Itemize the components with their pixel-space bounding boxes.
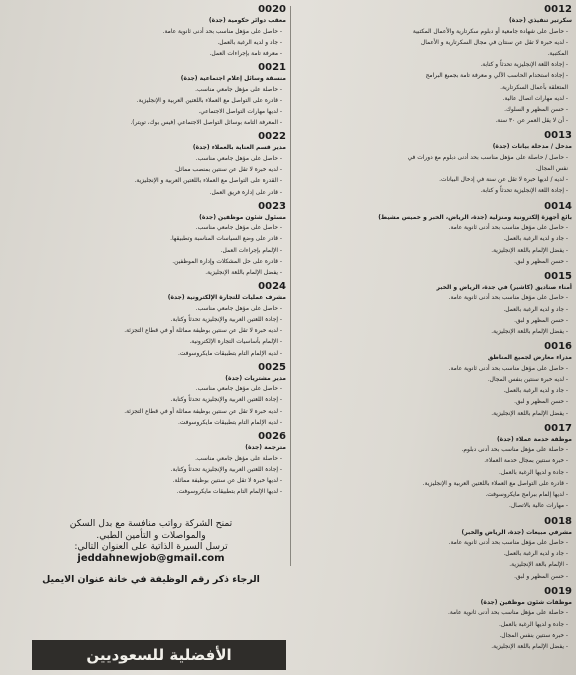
job-requirement: - لديه خبرة لا تقل عن سنتين بوظيفة مماثلة أو في قطاع التجزئة. [124,328,282,335]
job-requirement: - القدرة على التواصل مع العملاء باللغتين العربية و الإنجليزية. [134,178,282,185]
job-requirement: - حسن المظهر و لبق. [514,399,568,406]
job-code: 0015 [544,270,572,282]
job-listing [16,431,286,498]
job-listing [16,201,286,280]
job-requirement: - جاد و لديه الرغبة بالعمل. [503,551,568,558]
job-code: 0014 [544,200,572,212]
job-requirement: - يفضل الإلمام باللغة الإنجليزية. [491,329,568,336]
job-title: معقب دوائر حكومية (جدة) [208,17,286,24]
job-requirement: - قادرة على التواصل مع العملاء باللغتين العربية و الإنجليزية. [422,480,568,487]
job-requirement: المكتبية. [547,50,568,57]
application-info [16,518,286,585]
job-code: 0021 [258,62,286,74]
job-code: 0026 [258,431,286,443]
job-listing [16,62,286,129]
job-requirement: - يفضل الإلمام باللغة الإنجليزية. [491,643,568,650]
job-requirement: - يفضل الإلمام باللغة الإنجليزية. [491,410,568,417]
job-requirement: المتعلقة بأعمال السكرتارية. [500,84,568,91]
offer-line: والمواصلات و التأمين الطبي. [96,529,206,541]
job-title: مدير قسم العناية بالعملاء (جدة) [192,144,286,152]
job-title: مسئول شئون موظفين (جدة) [199,213,286,221]
jobs-column-left [16,4,286,585]
job-requirement: - لديه / لديها خبرة لا تقل عن سنة في إدخال البيانات. [439,177,568,184]
job-listing [296,423,572,513]
job-requirement: - حسن المظهر و لبق. [514,317,568,324]
job-title: مترجمة (جدة) [245,444,286,452]
job-requirement: - جاد و لديه الرغبة بالعمل. [503,306,568,313]
job-requirement: - حاصل على مؤهل مناسب بحد أدنى ثانوية عامة. [162,28,282,35]
job-requirement: - جاد و لديه الرغبة بالعمل. [503,236,568,243]
job-listing [296,130,572,197]
job-listing [296,586,572,653]
job-requirement: - حاصل على مؤهل جامعي مناسب. [195,155,282,162]
job-requirement: - قادر على إدارة فريق العمل. [209,189,282,196]
job-title: موظفات شئون موظفين (جدة) [480,598,572,606]
job-requirement: - خبرة سنتين بمجال خدمة العملاء. [484,458,568,465]
job-listing [16,362,286,429]
job-listing [296,4,572,127]
job-requirement: - لديه مهارات اتصال عالية. [502,95,568,102]
job-requirement: - معرفة تامة بإجراءات العمل. [209,50,282,57]
job-code: 0018 [544,515,572,527]
job-requirement: - حسن المظهر و لبق. [514,258,568,265]
job-requirement: - إجادة اللغة الإنجليزية تحدثاً و كتابة. [480,188,568,195]
job-title: سكرتير تنفيذي (جدة) [509,17,572,24]
job-requirement: - لديها مهارات التواصل الاجتماعي. [198,109,282,116]
offer-line: تمنح الشركة رواتب منافسة مع بدل السكن [69,518,233,530]
job-requirement: - مهارات عالية بالاتصال. [509,503,568,510]
job-requirement: - جادة و لديها الرغبة بالعمل. [498,469,568,476]
job-requirement: - حاصلة على مؤهل مناسب بحد أدنى ثانوية عامة. [448,610,568,617]
job-requirement: - جادة و لديها الرغبة بالعمل. [498,621,568,628]
job-requirement: - الإلمام بإجراءات العمل. [220,247,282,254]
job-code: 0022 [258,131,286,143]
job-title: أمناء صناديق (كاشير) في جدة، الرياض و الخبر [436,283,572,291]
contact-email[interactable]: jeddahnewjob@gmail.com [77,552,225,564]
job-title: مشرفي مبيعات (جدة، الرياض والخبر) [461,528,572,536]
subject-note: الرجاء ذكر رقم الوظيفة في خانة عنوان الايميل [42,573,260,585]
job-title: مدير مشتريات (جدة) [225,374,286,382]
job-requirement: - يفضل الإلمام باللغة الإنجليزية. [205,270,282,277]
job-code: 0020 [258,4,286,15]
job-code: 0016 [544,341,572,353]
job-requirement: - إجادة اللغتين العربية والإنجليزية تحدثاً وكتابة. [170,316,282,323]
job-requirement: - لديها الإلمام التام بتطبيقات مايكروسوفت. [176,489,282,496]
job-requirement: - حاصل على مؤهل مناسب بحد أدنى ثانوية عامة. [448,365,568,372]
job-requirement: - إجادة استخدام الحاسب الآلي و معرفة تامة بجميع البرامج [425,73,568,80]
job-requirement: - أن لا يقل العمر عن ٣٠ سنة. [495,118,568,125]
job-requirement: - جاد و لديه الرغبة بالعمل. [503,388,568,395]
job-requirement: - لديه خبرة لا تقل عن سنتين بوظيفة مماثلة أو في قطاع التجزئة. [124,408,282,415]
job-code: 0024 [258,281,286,293]
job-requirement: - حاصلة على مؤهل جامعي مناسب. [195,86,282,93]
job-listing [296,201,572,268]
job-requirement: - إجادة اللغة الإنجليزية تحدثاً و كتابة. [480,62,568,69]
banner-text: الأفضلية للسعوديين [86,646,232,664]
job-code: 0023 [258,200,286,212]
job-requirement: - حسن المظهر و السلوك. [504,106,568,113]
job-requirement: - لديه خبرة سنتين بنفس المجال. [487,376,568,383]
job-requirement: - حسن المظهر و لبق. [514,573,568,580]
job-title: مدراء معارض لجميع المناطق [487,354,572,362]
jobs-column-right [296,4,572,656]
job-requirement: - حاصل على مؤهل مناسب بحد أدنى ثانوية عامة. [448,295,568,302]
job-requirement: - حاصل على مؤهل جامعي مناسب. [195,305,282,312]
job-requirement: - لديه خبرة لا تقل عن سنتين بمنصب مماثل. [174,167,282,174]
job-title: موظفة خدمة عملاء (جدة) [496,435,572,443]
job-requirement: - الإلمام بالغة الإنجليزية. [509,562,568,569]
job-listing [16,281,286,360]
offer-line: ترسل السيرة الذاتية على العنوان التالي: [74,541,228,553]
job-title: مدخل / مدخلة بيانات (جدة) [492,143,572,151]
column-divider [290,6,291,566]
job-title: بائع أجهزة إلكترونية ومنزلية (جدة، الرياض، الخبر و خميس مشيط) [378,213,572,221]
job-listing [296,341,572,420]
job-requirement: - حاصل على شهادة جامعية أو دبلوم سكرتارية والأعمال المكتبية [412,28,568,35]
job-requirement: - جاد و لديه الرغبة بالعمل. [217,39,282,46]
job-requirement: - لديه خبرة لا تقل عن سنتان في مجال السكرتارية و الأعمال [420,39,568,46]
job-requirement: - قادرة على التواصل مع العملاء باللغتين العربية و الإنجليزية. [136,97,282,104]
job-requirement: - قادر على وضع السياسات المناسبة وتطبيقها. [170,236,282,243]
job-code: 0025 [258,361,286,373]
job-requirement: - لديه الإلمام التام بتطبيقات مايكروسوفت. [178,350,282,357]
job-requirement: - لديها خبرة لا تقل عن سنتين بوظيفة مماثلة. [172,477,282,484]
job-requirement: - حاصل على مؤهل جامعي مناسب. [195,225,282,232]
job-listing [296,516,572,583]
job-requirement: - إجادة اللغتين العربية والإنجليزية تحدثاً وكتابة. [170,466,282,473]
job-requirement: - الإلمام بأساسيات التجارة الإلكترونية. [189,339,282,346]
job-requirement: - لديه الإلمام التام بتطبيقات مايكروسوفت. [178,419,282,426]
job-requirement: - حاصل على مؤهل جامعي مناسب. [195,386,282,393]
job-requirement: - إجادة اللغتين العربية والإنجليزية تحدثاً وكتابة. [170,397,282,404]
job-requirement: نفس المجال. [535,166,568,173]
job-requirement: - حاصل / حاصلة على مؤهل مناسب بحد أدنى دبلوم مع دورات في [407,154,568,161]
job-code: 0017 [544,422,572,434]
job-code: 0013 [544,130,572,142]
job-title: مشرف عمليات للتجارة الإلكترونية (جدة) [167,294,286,302]
job-requirement: - حاصلة على مؤهل جامعي مناسب. [195,455,282,462]
job-requirement: - المعرفة التامة بوسائل التواصل الاجتماعي (فيس بوك، تويتر). [130,120,282,127]
saudi-preference-banner [32,640,286,670]
job-requirement: - يفضل الإلمام باللغة الإنجليزية. [491,247,568,254]
job-requirement: - قادرة على حل المشكلات وإدارة الموظفين. [172,258,282,265]
job-listing [16,4,286,60]
job-requirement: - خبرة سنتين بنفس المجال. [499,632,568,639]
job-requirement: - لديها إلمام ببرامج مايكروسوفت. [485,492,568,499]
job-requirement: - حاصل على مؤهل مناسب بحد أدنى ثانوية عامة. [448,540,568,546]
job-code: 0012 [544,4,572,15]
job-code: 0019 [544,585,572,597]
job-requirement: - حاصل على مؤهل مناسب بحد أدنى ثانوية عامة. [448,225,568,232]
job-requirement: - حاصلة على مؤهل مناسب بحد أدنى دبلوم. [461,447,568,454]
job-listing [16,131,286,198]
job-title: منسقة وسائل إعلام اجتماعية (جدة) [180,75,286,83]
job-listing [296,271,572,338]
